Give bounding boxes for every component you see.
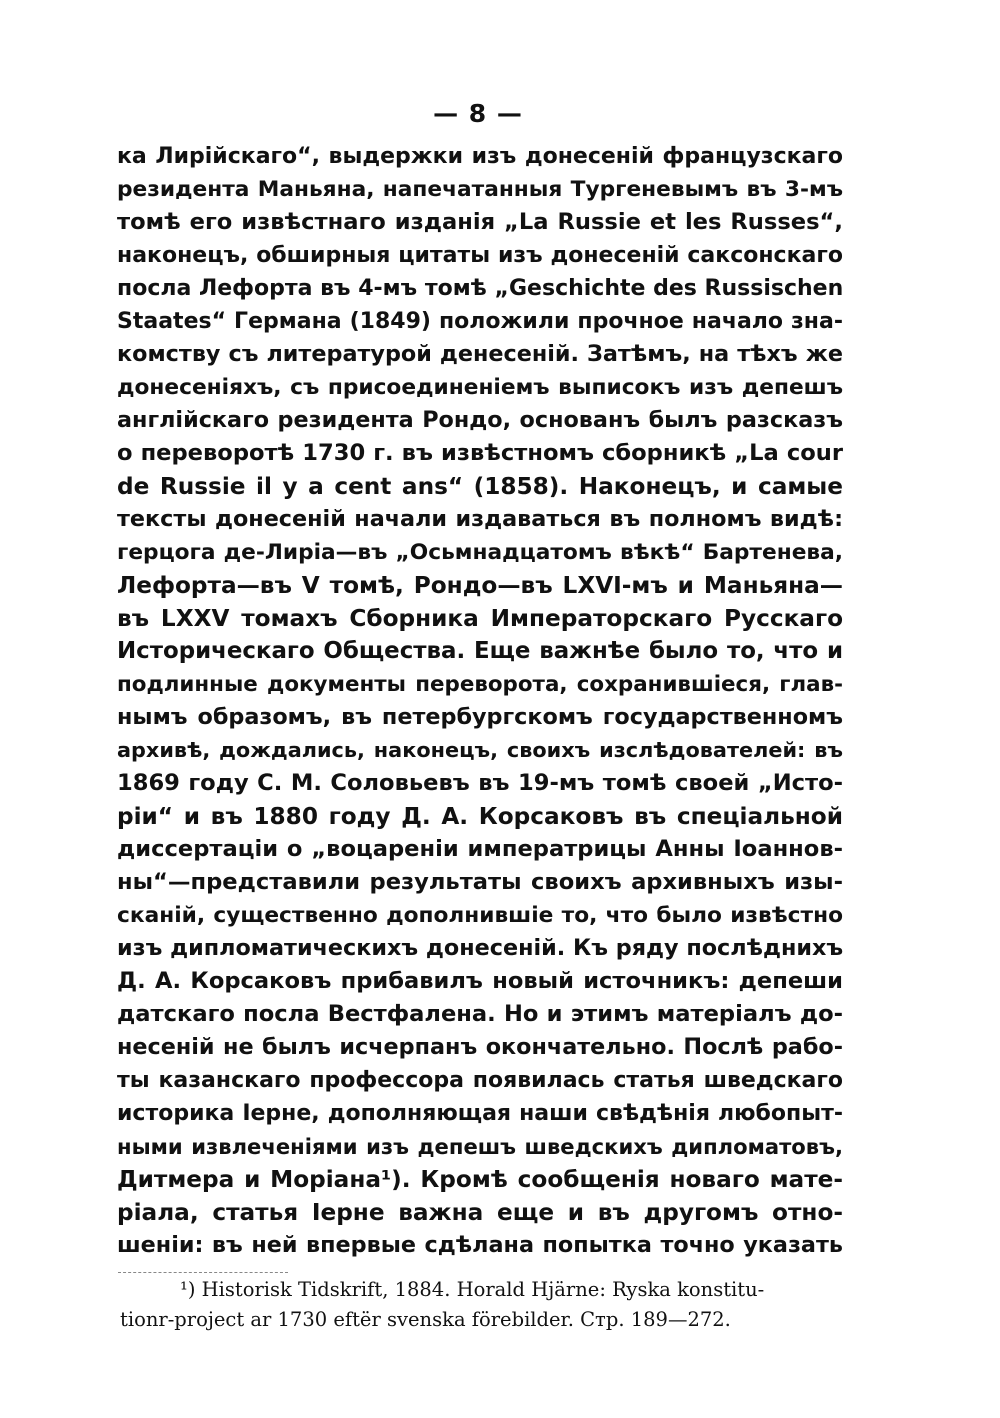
- text-line: Историческаго Общества. Еще важнѣе было то, что и: [117, 638, 843, 664]
- text-line: комству съ литературой денесеній. Затѣмъ, на тѣхъ же: [117, 341, 843, 367]
- text-line: изъ дипломатическихъ донесеній. Къ ряду послѣднихъ: [117, 935, 843, 961]
- text-line: историка Іерне, дополняющая наши свѣдѣнія любопыт-: [117, 1101, 843, 1126]
- text-line: ка Лирійскаго“, выдержки изъ донесеній французскаго: [117, 144, 843, 169]
- footnote: [120, 1275, 842, 1335]
- text-line: ными извлеченіями изъ депешъ шведскихъ дипломатовъ,: [117, 1134, 843, 1159]
- text-line: нымъ образомъ, въ петербургскомъ государственномъ: [117, 704, 843, 730]
- text-line: архивѣ, дождались, наконецъ, своихъ изслѣдователей: въ: [117, 738, 843, 762]
- text-line: подлинные документы переворота, сохранившіеся, глав-: [117, 672, 843, 697]
- page-number: — 8 —: [433, 99, 523, 128]
- text-line: шеніи: въ ней впервые сдѣлана попытка точно указать: [117, 1232, 843, 1258]
- text-line: томѣ его извѣстнаго изданія „La Russie et les Russes“,: [117, 209, 843, 235]
- text-line: Лефорта—въ V томѣ, Рондо—въ LXVI-мъ и Маньяна—: [117, 572, 843, 599]
- text-line: de Russie il y a cent ans“ (1858). Наконецъ, и самые: [117, 473, 843, 500]
- text-line: 1869 году С. М. Соловьевъ въ 19-мъ томѣ своей „Исто-: [117, 770, 843, 796]
- footnote-line: tionr-project ar 1730 eftër svenska förebilder. Стр. 189—272.: [120, 1308, 731, 1331]
- text-line: о переворотѣ 1730 г. въ извѣстномъ сборникѣ „La cour: [117, 440, 843, 466]
- text-line: Staates“ Германа (1849) положили прочное начало зна-: [117, 309, 843, 334]
- text-line: ты казанскаго профессора появилась статья шведскаго: [117, 1068, 843, 1093]
- text-line: герцога де-Лиріа—въ „Осьмнадцатомъ вѣкѣ“ Бартенева,: [117, 540, 843, 565]
- text-line: резидента Маньяна, напечатанныя Тургеневымъ въ 3-мъ: [117, 177, 843, 202]
- footnote-line: ¹) Historisk Tidskrift, 1884. Horald Hjärne: Ryska konstitu-: [180, 1278, 765, 1301]
- text-line: датскаго посла Вестфалена. Но и этимъ матеріалъ до-: [117, 1001, 843, 1027]
- text-line: диссертаціи о „воцареніи императрицы Анны Іоаннов-: [117, 836, 843, 862]
- text-line: въ LXXV томахъ Сборника Императорскаго Русскаго: [117, 605, 843, 632]
- text-line: посла Лефорта въ 4-мъ томѣ „Geschichte des Russischen: [117, 276, 843, 301]
- text-line: ны“—представили результаты своихъ архивныхъ изы-: [117, 869, 843, 895]
- text-line: ріи“ и въ 1880 году Д. А. Корсаковъ въ спеціальной: [117, 803, 843, 830]
- text-line: наконецъ, обширныя цитаты изъ донесеній саксонскаго: [117, 243, 843, 268]
- text-line: тексты донесеній начали издаваться въ полномъ видѣ:: [117, 506, 843, 532]
- text-line: ріала, статья Іерне важна еще и въ другомъ отно-: [117, 1199, 843, 1226]
- text-line: сканій, существенно дополнившіе то, что было извѣстно: [117, 903, 843, 928]
- text-line: Дитмера и Моріана¹). Кромѣ сообщенія новаго мате-: [117, 1166, 843, 1193]
- text-line: донесеніяхъ, съ присоединеніемъ выписокъ изъ депешъ: [117, 375, 843, 400]
- text-line: Д. А. Корсаковъ прибавилъ новый источникъ: депеши: [117, 968, 843, 994]
- text-line: несеній не былъ исчерпанъ окончательно. Послѣ рабо-: [117, 1034, 843, 1060]
- text-line: англійскаго резидента Рондо, основанъ былъ разсказъ: [117, 407, 843, 433]
- body-text: [117, 140, 843, 1262]
- footnote-divider: [118, 1272, 288, 1273]
